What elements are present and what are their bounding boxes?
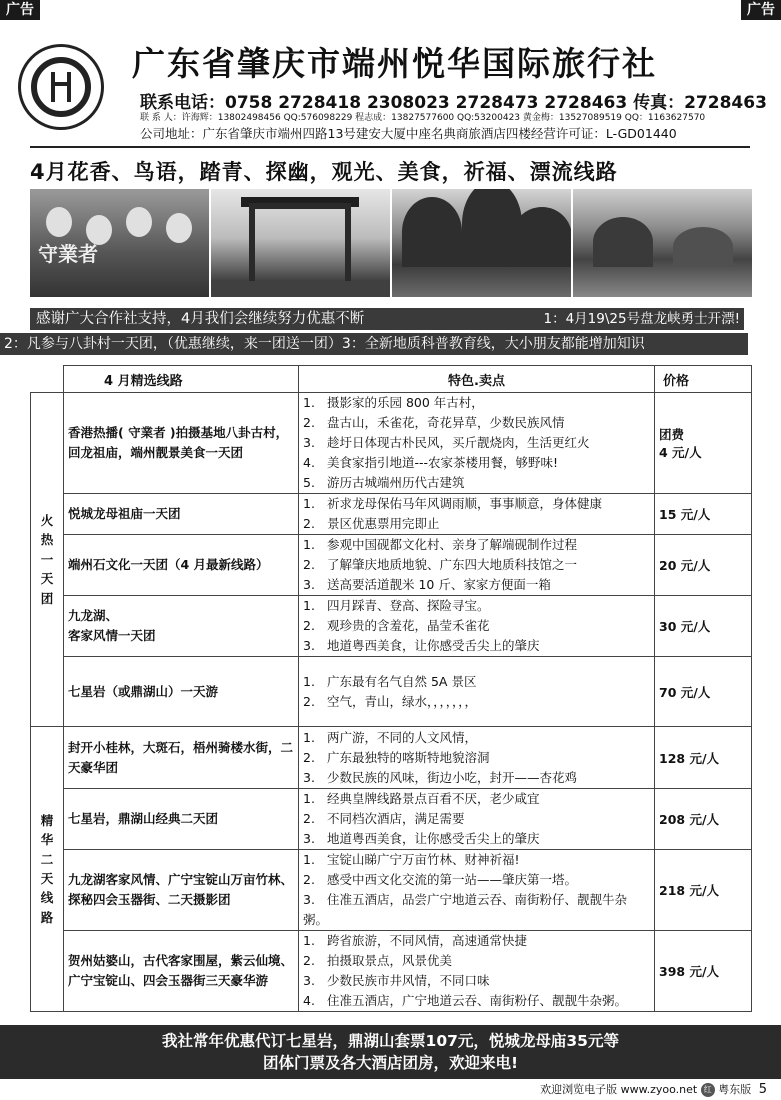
route-price: 398 元/人 [655,931,752,1012]
route-name: 悦城龙母祖庙一天团 [64,494,299,535]
feature-item: 1. 经典皇牌线路景点百看不厌，老少咸宜 [303,791,540,806]
feature-item: 1. 广东最有名气自然 5A 景区 [303,673,477,689]
photo-strip [30,189,752,297]
route-name: 九龙湖、 客家风情一天团 [64,596,299,657]
route-price: 团费 4 元/人 [655,393,752,494]
tour-row [31,727,752,789]
route-features [299,535,655,596]
tour-row [31,393,752,494]
thanks-banner [30,308,744,330]
photo-archway [211,189,390,297]
route-features [299,789,655,850]
feature-item: 2. 景区优惠票用完即止 [303,516,440,531]
edition-label: 粤东版 [718,1083,752,1096]
footer-line-2: 团体门票及各大酒店团房，欢迎来电! [262,1054,519,1072]
feature-item: 2. 拍摄取景点，风景优美 [303,953,453,968]
tour-row [31,535,752,596]
tour-row [31,850,752,931]
feature-item: 4. 住准五酒店，广宁地道云吞、南街粉仔、靓靓牛杂粥。 [303,993,628,1008]
promo-notice: 2：凡参与八卦村一天团，（优惠继续，来一团送一团）3：全新地质科普教育线，大小朋友都能增加知识 [0,333,748,355]
feature-item: 1. 宝锭山睇广宁万亩竹林、财神祈福! [303,852,520,867]
feature-item: 3. 地道粤西美食，让你感受舌尖上的肇庆 [303,638,540,653]
feature-item: 3. 趁圩日体现古朴民风，买斤靓烧肉，生活更红火 [303,435,590,450]
page-number: 5 [758,1082,767,1097]
feature-item: 1. 祈求龙母保佑马年风调雨顺，事事顺意，身体健康 [303,496,603,511]
route-features [299,850,655,931]
route-features [299,494,655,535]
footer-line-1: 我社常年优惠代订七星岩，鼎湖山套票107元，悦城龙母庙35元等 [162,1032,619,1050]
rafting-notice: 1：4月19\25号盘龙峡勇士开漂! [543,311,740,327]
feature-item: 4. 美食家指引地道---农家茶楼用餐，够野味! [303,455,559,470]
divider [30,146,750,148]
site-link[interactable]: 欢迎浏览电子版 www.zyoo.net [540,1083,698,1096]
tour-row [31,931,752,1012]
feature-item: 3. 地道粤西美食，让你感受舌尖上的肇庆 [303,831,540,846]
route-price: 208 元/人 [655,789,752,850]
ad-tag-left: 广告 [0,0,40,20]
photo-tv-drama [30,189,209,297]
company-logo [18,44,104,130]
tour-table [30,365,752,1012]
route-price: 20 元/人 [655,535,752,596]
route-name: 端州石文化一天团（4 月最新线路） [64,535,299,596]
feature-item: 1. 四月踩青、登高、探险寻宝。 [303,598,490,613]
feature-item: 3. 少数民族的风味，街边小吃，封开——杏花鸡 [303,769,578,785]
category-one-day: 火 热 一 天 团 [31,393,64,727]
photo-karst-lake [392,189,571,297]
feature-item: 2. 观珍贵的含羞花，晶莹禾雀花 [303,618,490,633]
route-name: 贺州姑婆山，古代客家围屋，紫云仙境、广宁宝锭山、四会玉器街三天豪华游 [64,931,299,1012]
route-features [299,727,655,789]
route-price: 218 元/人 [655,850,752,931]
route-features [299,657,655,727]
ad-tag-right: 广告 [741,0,781,20]
feature-item: 1. 跨省旅游，不同风情，高速通常快捷 [303,933,528,948]
feature-item: 5. 游历古城端州历代古建筑 [303,475,465,490]
tour-row [31,789,752,850]
feature-item: 2. 盘古山，禾雀花，奇花异草，少数民族风情 [303,415,565,430]
route-name: 封开小桂林，大斑石，梧州骑楼水街，二天豪华团 [64,727,299,789]
route-name: 九龙湖客家风情、广宁宝锭山万亩竹林、探秘四会玉器街、二天摄影团 [64,850,299,931]
route-name: 香港热播( 守業者 )拍摄基地八卦古村，回龙祖庙，端州靓景美食一天团 [64,393,299,494]
footer-banner [0,1025,781,1079]
tour-row [31,596,752,657]
contact-phone: 联系电话：0758 2728418 2308023 2728473 2728463 传真：2728463 [140,93,767,113]
route-features [299,931,655,1012]
tour-row [31,494,752,535]
header-price: 价格 [655,366,752,393]
feature-item: 2. 了解肇庆地质地貌、广东四大地质科技馆之一 [303,557,578,572]
feature-item: 3. 住准五酒店，品尝广宁地道云吞、南街粉仔、靓靓牛杂粥。 [303,892,628,927]
header-features: 特色.卖点 [299,366,655,393]
page-footer [540,1081,767,1097]
thanks-text: 感谢广大合作社支持，4月我们会继续努力优惠不断 [36,311,365,327]
feature-item: 1. 参观中国砚都文化村、亲身了解端砚制作过程 [303,537,578,552]
route-price: 15 元/人 [655,494,752,535]
category-two-day: 精 华 二 天 线 路 [31,727,64,1012]
route-name: 七星岩，鼎湖山经典二天团 [64,789,299,850]
contact-persons: 联 系 人：许海辉：13802498456 QQ:576098229 程志成：13827577600 QQ:53200423 黄金梅：13527089519 QQ：1163627570 [140,113,706,123]
route-price: 30 元/人 [655,596,752,657]
company-address: 公司地址：广东省肇庆市端州四路13号建安大厦中座名典商旅酒店四楼经营许可证：L-GD01440 [140,126,677,141]
route-features [299,596,655,657]
edition-badge-icon: 红 [701,1083,715,1097]
feature-item: 2. 不同档次酒店，满足需要 [303,811,465,826]
route-name: 七星岩（或鼎湖山）一天游 [64,657,299,727]
feature-item: 1. 摄影家的乐园 800 年古村， [303,395,484,410]
route-features [299,393,655,494]
route-price: 128 元/人 [655,727,752,789]
feature-item: 1. 两广游，不同的人文风情， [303,729,478,745]
company-name: 广东省肇庆市端州悦华国际旅行社 [132,44,657,83]
feature-item: 2. 空气，青山，绿水，，，，，，， [303,693,478,709]
feature-item: 3. 送高要活道靓米 10 斤、家家方便面一箱 [303,577,551,592]
photo-caption: 守業者 [38,242,98,266]
photo-garden-park [573,189,752,297]
tour-row [31,657,752,727]
feature-item: 2. 广东最独特的喀斯特地貌溶洞 [303,749,490,765]
route-price: 70 元/人 [655,657,752,727]
feature-item: 3. 少数民族市井风情，不同口味 [303,973,490,988]
headline: 4月花香、鸟语，踏青、探幽，观光、美食，祈福、漂流线路 [30,160,618,184]
header-route: 4 月精选线路 [64,366,299,393]
feature-item: 2. 感受中西文化交流的第一站——肇庆第一塔。 [303,872,578,887]
